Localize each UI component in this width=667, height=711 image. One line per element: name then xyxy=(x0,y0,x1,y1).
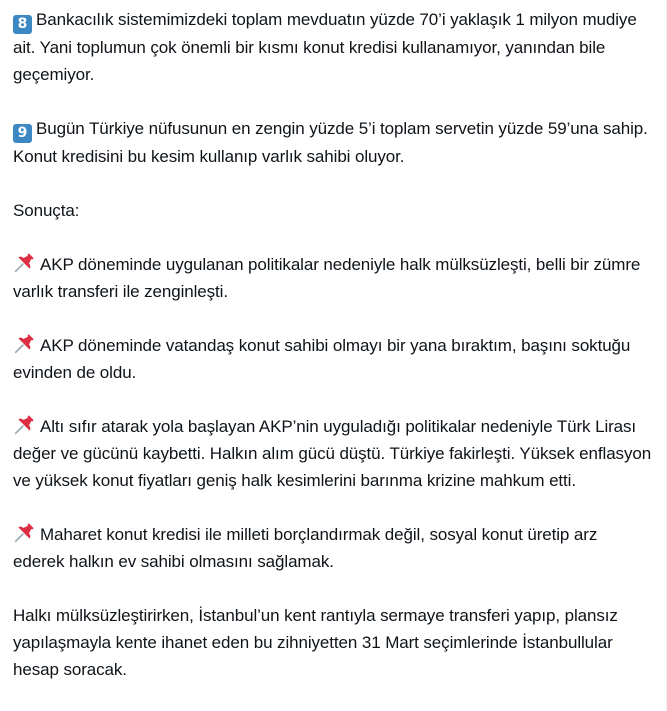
tweet-paragraph-conclusion-heading xyxy=(13,197,653,224)
tweet-text xyxy=(13,6,653,683)
tweet-paragraph-8 xyxy=(13,6,653,88)
paragraph-text: AKP döneminde uygulanan politikalar nedeniyle halk mülksüzleşti, belli bir zümre varlık transferi ile zenginleşti. xyxy=(13,255,641,301)
pushpin-icon xyxy=(13,523,35,543)
paragraph-text: Maharet konut kredisi ile milleti borçlandırmak değil, sosyal konut üretip arz ederek halkın ev sahibi olmasını sağlamak. xyxy=(13,525,598,571)
paragraph-text: Sonuçta: xyxy=(13,201,80,220)
tweet-paragraph-pin-1 xyxy=(13,251,653,305)
pushpin-icon xyxy=(13,415,35,435)
pushpin-icon xyxy=(13,253,35,273)
tweet-paragraph-pin-2 xyxy=(13,332,653,386)
tweet-paragraph-9 xyxy=(13,115,653,170)
paragraph-text: Altı sıfır atarak yola başlayan AKP’nin uyguladığı politikalar nedeniyle Türk Lirası değer ve gücünü kaybetti. Halkın alım gücü düştü. Türkiye fakirleşti. Yüksek enflasyon ve yüksek konut fiyatları geniş halk kesimlerini barınma krizine mahkum etti. xyxy=(13,417,652,490)
tweet-paragraph-closing xyxy=(13,602,653,683)
pushpin-icon xyxy=(13,334,35,354)
tweet-paragraph-pin-4 xyxy=(13,521,653,575)
paragraph-text: Halkı mülksüzleştirirken, İstanbul’un kent rantıyla sermaye transferi yapıp, plansız yapılaşmayla kente ihanet eden bu zihniyetten 31 Mart seçimlerinde İstanbullular hesap soracak. xyxy=(13,606,618,679)
paragraph-text: Bankacılık sistemimizdeki toplam mevduatın yüzde 70’i yaklaşık 1 milyon mudiye ait. Yani toplumun çok önemli bir kısmı konut kredisi kullanamıyor, yanından bile geçemiyor. xyxy=(13,10,637,84)
paragraph-text: AKP döneminde vatandaş konut sahibi olmayı bir yana bıraktım, başını soktuğu evinden de oldu. xyxy=(13,336,631,382)
tweet-paragraph-pin-3 xyxy=(13,413,653,494)
paragraph-text: Bugün Türkiye nüfusunun en zengin yüzde 5’i toplam servetin yüzde 59’una sahip. Konut kredisini bu kesim kullanıp varlık sahibi oluyor. xyxy=(13,119,648,166)
keycap-8-icon: 8 xyxy=(13,15,32,34)
keycap-9-icon: 9 xyxy=(13,124,32,143)
